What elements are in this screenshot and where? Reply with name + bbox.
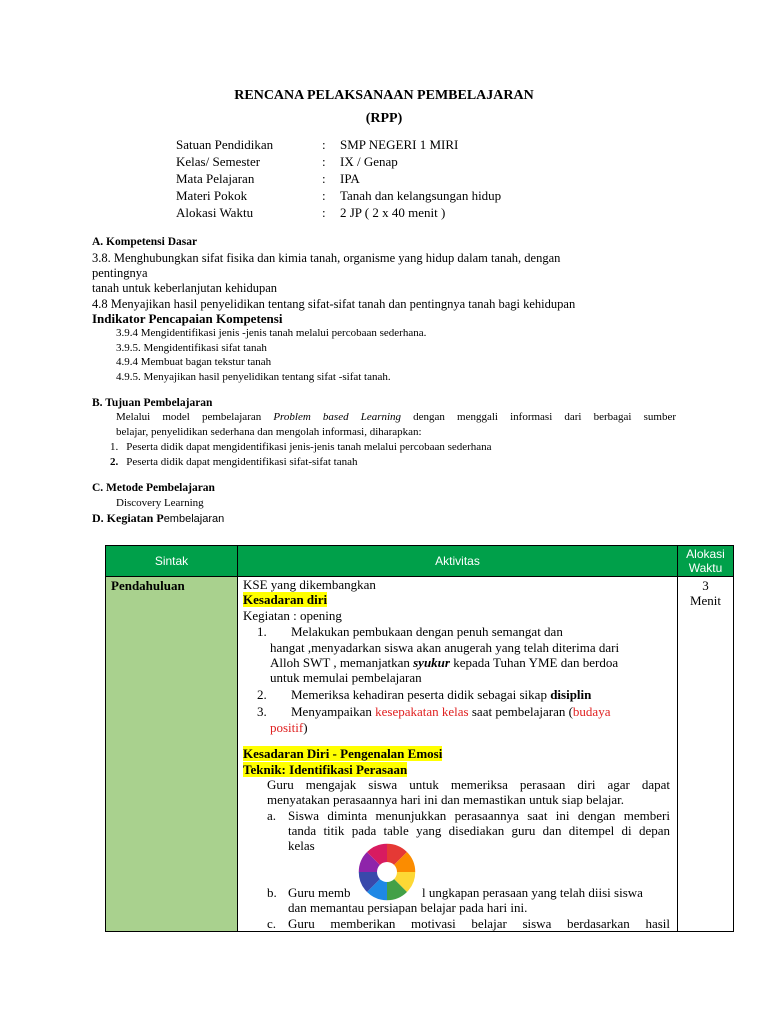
tujuan-intro: Melalui model pembelajaran Problem based Learning dengan menggali informasi dari berbagai sumber xyxy=(116,411,676,423)
section-heading-kegiatan: D. Kegiatan Pembelajaran xyxy=(92,511,225,525)
sintak-label: Pendahuluan xyxy=(111,578,185,593)
header-aktivitas: Aktivitas xyxy=(237,545,678,577)
step-text: Menyampaikan kesepakatan kelas saat pembelajaran (budaya xyxy=(291,704,611,719)
teknik-heading: Teknik: Identifikasi Perasaan xyxy=(243,762,408,777)
item-text: kelas xyxy=(288,838,315,853)
section-heading-kompetensi: A. Kompetensi Dasar xyxy=(92,236,198,248)
ipk-item: 4.9.5. Menyajikan hasil penyelidikan tentang sifat -sifat tanah. xyxy=(116,371,391,383)
kesadaran-heading: Kesadaran diri xyxy=(243,592,328,607)
section-heading-tujuan: B. Tujuan Pembelajaran xyxy=(92,397,213,409)
ipk-item: 4.9.4 Membuat bagan tekstur tanah xyxy=(116,356,272,368)
kd-text: 3.8. Menghubungkan sifat fisika dan kimia tanah, organisme yang hidup dalam tanah, dengan xyxy=(92,251,561,265)
tujuan-item: 1. Peserta didik dapat mengidentifikasi jenis-jenis tanah melalui percobaan sederhana xyxy=(110,441,492,453)
item-text: tanda titik pada table yang disediakan guru dan ditempel di depan xyxy=(288,823,670,838)
guru-text: menyatakan perasaannya hari ini dan memastikan untuk siap belajar. xyxy=(267,792,625,807)
step-number: 1. xyxy=(257,624,267,639)
emosi-heading: Kesadaran Diri - Pengenalan Emosi xyxy=(243,746,443,761)
ipk-item: 3.9.5. Mengidentifikasi sifat tanah xyxy=(116,342,267,354)
item-letter: b. xyxy=(267,885,277,900)
step-text: untuk memulai pembelajaran xyxy=(270,670,422,685)
item-text: Guru memberikan motivasi belajar siswa berdasarkan hasil xyxy=(288,916,670,931)
header-sintak: Sintak xyxy=(105,545,238,577)
step-text: Melakukan pembukaan dengan penuh semangat dan xyxy=(291,624,563,639)
kegiatan-label: Kegiatan : opening xyxy=(243,608,342,623)
item-text: Siswa diminta menunjukkan perasaannya saat ini dengan memberi xyxy=(288,808,670,823)
metode-value: Discovery Learning xyxy=(116,497,204,509)
ipk-heading: Indikator Pencapaian Kompetensi xyxy=(92,311,283,326)
step-text: positif) xyxy=(270,720,308,735)
step-text: hangat ,menyadarkan siswa akan anugerah yang telah diterima dari xyxy=(270,640,620,655)
item-text: l ungkapan perasaan yang telah diisi siswa xyxy=(422,885,643,900)
tujuan-item: 2. Peserta didik dapat mengidentifikasi sifat-sifat tanah xyxy=(110,456,358,468)
guru-text: Guru mengajak siswa untuk memeriksa perasaan diri agar dapat xyxy=(267,777,670,792)
kd-text: pentingnya xyxy=(92,266,148,280)
kd-text: tanah untuk keberlanjutan kehidupan xyxy=(92,281,278,295)
tujuan-intro-line2: belajar, penyelidikan sederhana dan mengolah informasi, diharapkan: xyxy=(116,426,422,438)
waktu-value: 3 Menit xyxy=(689,578,722,608)
step-text: Memeriksa kehadiran peserta didik sebagai sikap disiplin xyxy=(291,687,592,702)
item-text: Guru memb xyxy=(288,885,351,900)
kd-text: 4.8 Menyajikan hasil penyelidikan tentang sifat-sifat tanah dan pentingnya tanah bagi kehidupan xyxy=(92,297,576,311)
item-letter: a. xyxy=(267,808,277,823)
step-number: 3. xyxy=(257,704,267,719)
section-heading-metode: C. Metode Pembelajaran xyxy=(92,482,215,494)
step-text: Alloh SWT , memanjatkan syukur kepada Tuhan YME dan berdoa xyxy=(270,655,619,670)
item-letter: c. xyxy=(267,916,277,931)
ipk-item: 3.9.4 Mengidentifikasi jenis -jenis tanah melalui percobaan sederhana. xyxy=(116,327,427,339)
kse-label: KSE yang dikembangkan xyxy=(243,577,376,592)
step-number: 2. xyxy=(257,687,267,702)
header-alokasi: Alokasi Waktu xyxy=(677,545,734,577)
item-text: dan memantau persiapan belajar pada hari ini. xyxy=(288,900,528,915)
emotion-wheel-image xyxy=(352,842,422,902)
waktu-cell xyxy=(677,576,734,932)
page-subtitle: (RPP) xyxy=(365,111,403,126)
sintak-cell xyxy=(105,576,238,932)
page-title: RENCANA PELAKSANAAN PEMBELAJARAN xyxy=(234,88,534,103)
